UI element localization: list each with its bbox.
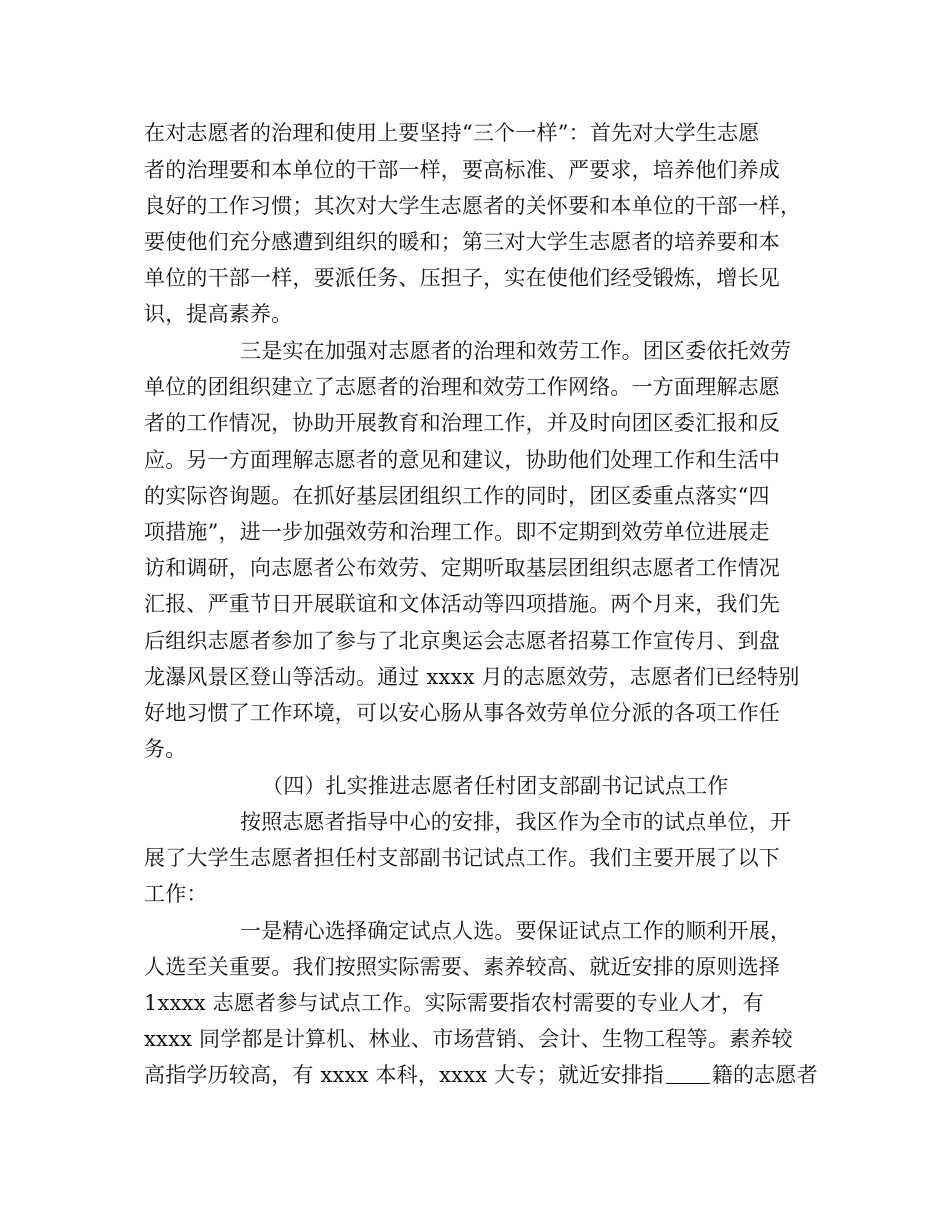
paragraph-first-line: 一是精心选择确定试点人选。要保证试点工作的顺利开展， bbox=[240, 919, 792, 943]
text-line: 后组织志愿者参加了参与了北京奥运会志愿者招募工作宣传月、到盘 bbox=[144, 629, 780, 653]
text-line: 要使他们充分感遭到组织的暖和；第三对大学生志愿者的培养要和本 bbox=[144, 230, 780, 254]
text-line: 务。 bbox=[144, 737, 187, 761]
text-line: 汇报、严重节日开展联谊和文体活动等四项措施。两个月来，我们先 bbox=[144, 592, 780, 616]
text-line: 者的治理要和本单位的干部一样，要高标准、严要求，培养他们养成 bbox=[144, 158, 780, 182]
fill-in-blank bbox=[666, 1081, 710, 1084]
text-segment: 籍的志愿者 bbox=[711, 1063, 818, 1087]
text-line: 单位的团组织建立了志愿者的治理和效劳工作网络。一方面理解志愿 bbox=[144, 375, 780, 399]
text-line: 在对志愿者的治理和使用上要坚持“三个一样”：首先对大学生志愿 bbox=[144, 121, 760, 145]
text-line: 1xxxx 志愿者参与试点工作。实际需要指农村需要的专业人才，有 bbox=[144, 991, 764, 1015]
text-line: 者的工作情况，协助开展教育和治理工作，并及时向团区委汇报和反 bbox=[144, 411, 780, 435]
paragraph-first-line: 按照志愿者指导中心的安排，我区作为全市的试点单位，开 bbox=[240, 810, 792, 834]
section-heading: （四）扎实推进志愿者任村团支部副书记试点工作 bbox=[262, 774, 729, 798]
text-segment: 高指学历较高，有 xxxx 本科，xxxx 大专；就近安排指 bbox=[144, 1063, 664, 1087]
text-line bbox=[144, 1061, 818, 1089]
paragraph-first-line: 三是实在加强对志愿者的治理和效劳工作。团区委依托效劳 bbox=[240, 339, 792, 363]
text-line: 展了大学生志愿者担任村支部副书记试点工作。我们主要开展了以下 bbox=[144, 846, 780, 870]
text-line: 识，提高素养。 bbox=[144, 302, 293, 326]
text-line: 工作： bbox=[144, 882, 208, 906]
text-line: 良好的工作习惯；其次对大学生志愿者的关怀要和本单位的干部一样， bbox=[144, 194, 802, 218]
text-line: 访和调研，向志愿者公布效劳、定期听取基层团组织志愿者工作情况 bbox=[144, 556, 780, 580]
text-line: 人选至关重要。我们按照实际需要、素养较高、就近安排的原则选择 bbox=[144, 955, 780, 979]
text-line: 应。另一方面理解志愿者的意见和建议，协助他们处理工作和生活中 bbox=[144, 448, 780, 472]
text-line: 龙瀑风景区登山等活动。通过 xxxx 月的志愿效劳，志愿者们已经特别 bbox=[144, 665, 800, 689]
text-line: xxxx 同学都是计算机、林业、市场营销、会计、生物工程等。素养较 bbox=[144, 1027, 793, 1051]
text-line: 单位的干部一样，要派任务、压担子，实在使他们经受锻炼，增长见 bbox=[144, 266, 780, 290]
text-line: 的实际咨询题。在抓好基层团组织工作的同时，团区委重点落实“四 bbox=[144, 484, 770, 508]
text-line: 好地习惯了工作环境，可以安心肠从事各效劳单位分派的各项工作任 bbox=[144, 701, 780, 725]
text-line: 项措施”，进一步加强效劳和治理工作。即不定期到效劳单位进展走 bbox=[144, 520, 770, 544]
